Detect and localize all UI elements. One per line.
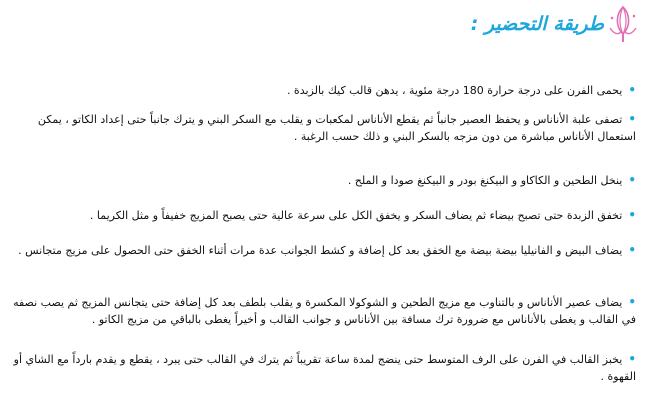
step-add-eggs <box>8 242 636 259</box>
step-text: يحمى الفرن على درجة حرارة 180 درجة مئوية ، يدهن قالب كيك بالزبدة . <box>286 84 623 97</box>
bullet-icon: • <box>628 112 636 126</box>
step-bake <box>8 351 636 385</box>
bullet-icon: • <box>628 173 636 187</box>
step-text: يضاف البيض و الفانيليا بيضة بيضة مع الخفق بعد كل إضافة و كشط الجوانب عدة مرات أثناء الخفق حتى الحصول على مزيج متجانس . <box>18 244 623 257</box>
bullet-icon: • <box>628 295 636 309</box>
bullet-icon: • <box>628 83 636 97</box>
section-header <box>471 4 640 44</box>
page-title: طريقة التحضير : <box>470 13 604 35</box>
whisk-icon <box>606 4 640 44</box>
step-text: يضاف عصير الأناناس و بالتناوب مع مزيج الطحين و الشوكولا المكسرة و يقلب بلطف بعد كل إضافة حتى يتجانس المزيج ثم يصب نصفه في القالب و يغطى بالأناناس مع ضرورة ترك مسافة بين الأناناس و جوانب القالب و أخيراً يغطى بالباقي من مزيج الكاتو . <box>13 296 636 326</box>
step-text: ينخل الطحين و الكاكاو و البيكنغ بودر و البيكنغ صودا و الملح . <box>347 174 623 187</box>
step-pineapple <box>8 111 636 145</box>
step-text: تخفق الزبدة حتى تصبح بيضاء ثم يضاف السكر و يخفق الكل على سرعة عالية حتى يصبح المزيج خفيفاً و مثل الكريما . <box>89 209 623 222</box>
bullet-icon: • <box>628 243 636 257</box>
step-preheat <box>8 82 636 99</box>
bullet-icon: • <box>628 208 636 222</box>
bullet-icon: • <box>628 352 636 366</box>
step-sift <box>8 172 636 189</box>
step-text: يخبز القالب في الفرن على الرف المتوسط حتى ينضج لمدة ساعة تقريباً ثم يترك في القالب حتى يبرد ، يقطع و يقدم بارداً مع الشاي أو القهوة . <box>13 353 636 383</box>
step-combine <box>8 294 636 328</box>
step-cream-butter <box>8 207 636 224</box>
step-text: تصفى علبة الأناناس و يحفظ العصير جانباً ثم يقطع الأناناس لمكعبات و يقلب مع السكر البني و يترك جانباً حتى إعداد الكاتو ، يمكن استعمال الأناناس مباشرة من دون مزجه بالسكر البني و ذلك حسب الرغبة . <box>37 113 636 143</box>
